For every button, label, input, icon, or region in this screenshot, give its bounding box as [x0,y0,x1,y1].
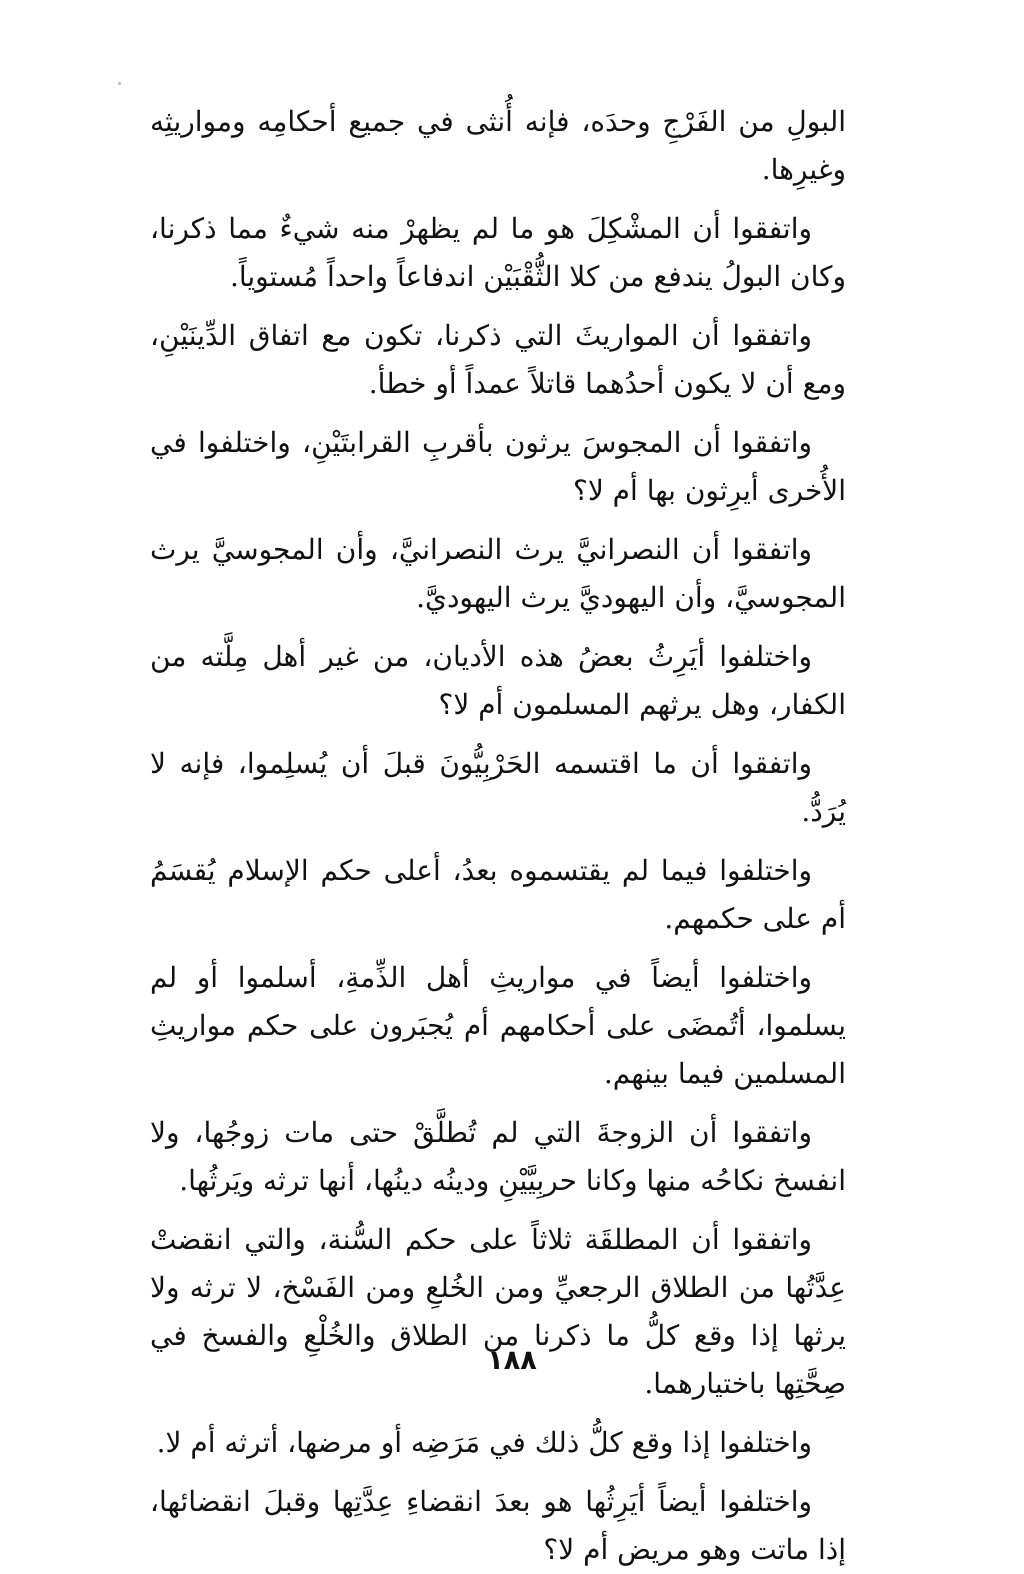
paragraph-8: واختلفوا فيما لم يقتسموه بعدُ، أعلى حكم الإسلام يُقسَمُ أم على حكمهم. [150,854,846,935]
paragraph-3: واتفقوا أن المواريثَ التي ذكرنا، تكون مع اتفاق الدِّينَيْنِ، ومع أن لا يكون أحدُهما قاتلاً عمداً أو خطأ. [150,319,846,400]
paragraph-5: واتفقوا أن النصرانيَّ يرث النصرانيَّ، وأن المجوسيَّ يرث المجوسيَّ، وأن اليهوديَّ يرث اليهوديَّ. [150,533,846,614]
paragraph-10: واتفقوا أن الزوجةَ التي لم تُطلَّقْ حتى مات زوجُها، ولا انفسخ نكاحُه منها وكانا حربِيَّيْنِ ودينُه دينُها، أنها ترثه ويَرثُها. [150,1116,846,1197]
paragraph-1: البولِ من الفَرْجِ وحدَه، فإنه أُنثى في جميع أحكامِه ومواريثِه وغيرِها. [150,105,846,186]
paragraph-7: واتفقوا أن ما اقتسمه الحَرْبِيُّونَ قبلَ أن يُسلِموا، فإنه لا يُرَدُّ. [150,747,846,828]
paragraph-11: واتفقوا أن المطلقَة ثلاثاً على حكم السُّنة، والتي انقضتْ عِدَّتُها من الطلاق الرجعيِّ ومن الخُلعِ ومن الفَسْخ، لا ترثه ولا يرثها إذا وقع كلُّ ما ذكرنا من الطلاق والخُلْعِ والفسخ في صِحَّتِها باختيارهما. [150,1223,846,1400]
paragraph-4: واتفقوا أن المجوسَ يرثون بأقربِ القرابتَيْنِ، واختلفوا في الأُخرى أيرِثون بها أم لا؟ [150,426,846,507]
paragraph-12: واختلفوا إذا وقع كلُّ ذلك في مَرَضِه أو مرضها، أترثه أم لا. [156,1426,812,1459]
paragraph-13: واختلفوا أيضاً أيَرِثُها هو بعدَ انقضاءِ عِدَّتِها وقبلَ انقضائها، إذا ماتت وهو مريض أم لا؟ [150,1485,846,1566]
scan-speck [118,82,121,85]
paragraph-9: واختلفوا أيضاً في مواريثِ أهل الذِّمةِ، أسلموا أو لم يسلموا، أتُمضَى على أحكامهم أم يُجبَرون على حكم مواريثِ المسلمين فيما بينهم. [150,961,846,1090]
paragraph-2: واتفقوا أن المشْكِلَ هو ما لم يظهرْ منه شيءٌ مما ذكرنا، وكان البولُ يندفع من كلا الثُّقْبَيْن اندفاعاً واحداً مُستوياً. [150,212,846,293]
paragraph-6: واختلفوا أيَرِثُ بعضُ هذه الأديان، من غير أهل مِلَّته من الكفار، وهل يرثهم المسلمون أم لا؟ [150,640,846,721]
page-number: ١٨٨ [487,1345,537,1376]
